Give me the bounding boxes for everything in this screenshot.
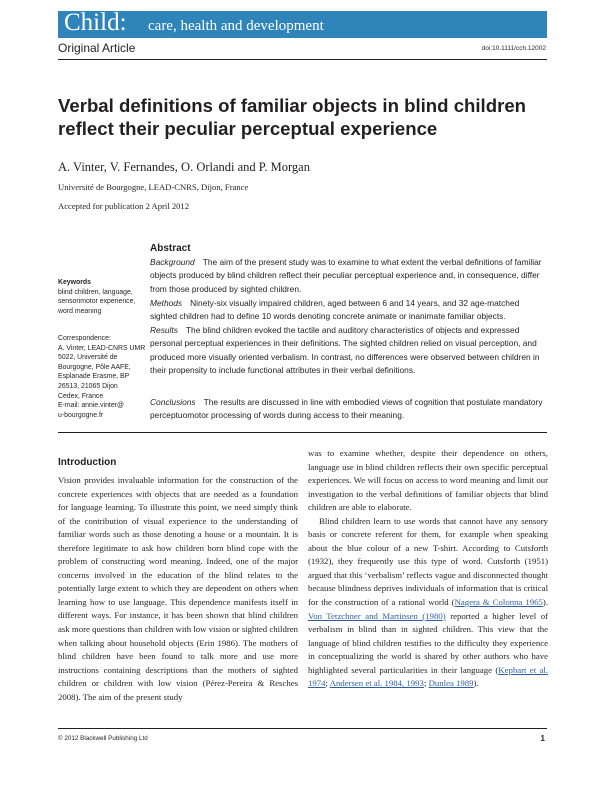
reference-link[interactable]: Andersen et al. 1984, 1993 (329, 678, 424, 689)
intro-left-column (58, 474, 298, 704)
authors: A. Vinter, V. Fernandes, O. Orlandi and P. Morgan (58, 160, 310, 174)
reference-link[interactable]: Kephart et al. 1974 (308, 664, 548, 689)
doi: doi:10.1111/cch.12002 (481, 45, 546, 52)
intro-paragraph: was to examine whether, despite their dependence on others, language use in blind children reflects their own specific perceptual experiences. We will focus on access to word meaning and limit our investigation to the verbal definitions of familiar objects that blind children are able to elaborate. (308, 448, 548, 513)
correspondence-line: Esplanade Erasme, BP (58, 373, 130, 381)
reference-link[interactable]: Nagera & Colonna 1965 (454, 597, 543, 608)
abstract-background (150, 256, 547, 296)
journal-name: Child: (64, 9, 127, 36)
introduction-heading: Introduction (58, 457, 117, 468)
keywords-heading: Keywords (58, 279, 91, 286)
correspondence-line: Cedex, France (58, 392, 104, 400)
copyright: © 2012 Blackwell Publishing Ltd (58, 735, 148, 742)
abstract-text: Ninety-six visually impaired children, aged between 6 and 14 years, and 32 age-matched sighted children had to define 10 words denoting concrete animate or inanimate familiar objects. (150, 298, 520, 322)
intro-paragraph: Blind children learn to use words that cannot have any sensory basis or concrete referent for them, for example when speaking about the blue colour of a new T-shirt. According to Cutsforth (1932), they frequently use this type of word. Cutsforth (1951) argued that this ‘verbalism’ reflects vague and disconnected thought because blindness deprives individuals of information that is critical for the construction of a rational world (Nagera & Colonna 1965). Von Tetzchner and Martinsen (1980) reported a higher level of verbalism in blind than in sighted children. This view that the language of blind children testifies to the difficulty they experience in conceptualizing the world is shared by other authors who have highlighted several particularities in their language (Kephart et al. 1974; Andersen et al. 1984, 1993; Dunlea 1989). (308, 515, 549, 689)
article-type: Original Article (58, 41, 136, 55)
abstract-text: The aim of the present study was to examine to what extent the verbal definitions of familiar objects produced by blind children reflect their peculiar perceptual experience and, in consequence, differ from those produced by sighted children. (150, 257, 542, 294)
abstract-text: The results are discussed in line with embodied views of cognition that postulate mandatory perceptuomotor processing of words during access to their meaning. (150, 397, 543, 421)
abstract-conclusions (150, 396, 547, 423)
abstract-label: Background (150, 257, 195, 267)
intro-paragraph: Vision provides invaluable information for the construction of the concrete experiences with objects that are needed as a foundation for language learning. To illustrate this point, we need simply think of the contribution of visual experience to the understanding of familiar words such as those denoting a house or a mountain. It is therefore legitimate to ask how children born blind cope with the problem of constructing word meaning. Indeed, one of the major concerns involved in the education of the blind relates to the potentially large extent to which they are dependent on others when learning how to use language. This dependence manifests itself in different ways. For instance, it has been shown that blind children ask more questions than children with low vision or sighted children when talking about household objects (Erin 1986). The mothers of blind children have been found to talk more and use more instructions containing descriptions than the mothers of sighted children or children with low vision (Pérez-Pereira & Resches 2008). The aim of the present study (58, 475, 298, 702)
journal-banner (58, 11, 547, 38)
accepted-date: Accepted for publication 2 April 2012 (58, 201, 190, 211)
abstract-methods (150, 297, 547, 324)
header-rule (58, 59, 547, 60)
page-number: 1 (540, 734, 545, 743)
article-title: Verbal definitions of familiar objects in blind children reflect their peculiar perceptual experience (58, 95, 527, 139)
footer-rule (58, 728, 547, 729)
reference-link[interactable]: Dunlea 1989 (428, 678, 474, 689)
correspondence-line: 5022, Université de (58, 354, 118, 362)
correspondence-line: Bourgogne, Pôle AAFE, (58, 363, 131, 371)
reference-link[interactable]: Von Tetzchner and Martinsen (1980) (308, 610, 446, 621)
abstract-rule (58, 432, 547, 433)
keywords-block (58, 278, 135, 316)
keyword-line: word meaning (58, 307, 102, 315)
correspondence-block (58, 334, 145, 420)
abstract-label: Methods (150, 298, 183, 308)
keyword-line: sensorimotor experience, (58, 298, 136, 306)
abstract-text: The blind children evoked the tactile and auditory characteristics of objects and expressed personal perceptual experiences in their definitions. The sighted children relied on visual perception, and produced more visually oriented verbalism. In contrast, no differences were observed between children in their propensity to include functional attributes in their verbal definitions. (150, 325, 540, 376)
abstract-label: Results (150, 325, 178, 335)
affiliation: Université de Bourgogne, LEAD-CNRS, Dijon, France (58, 182, 249, 192)
correspondence-line: 26513, 21065 Dijon (58, 382, 118, 390)
correspondence-line: E-mail: annie.vinter@ (58, 402, 124, 410)
abstract-heading: Abstract (150, 243, 191, 254)
correspondence-line: u-bourgogne.fr (58, 411, 104, 419)
intro-right-column (308, 447, 548, 691)
correspondence-line: Correspondence: (58, 335, 111, 342)
abstract-label: Conclusions (150, 397, 196, 407)
abstract-results (150, 324, 547, 378)
keyword-line: blind children, language, (58, 288, 133, 296)
journal-subtitle: care, health and development (148, 18, 324, 34)
correspondence-line: A. Vinter, LEAD-CNRS UMR (58, 344, 146, 352)
